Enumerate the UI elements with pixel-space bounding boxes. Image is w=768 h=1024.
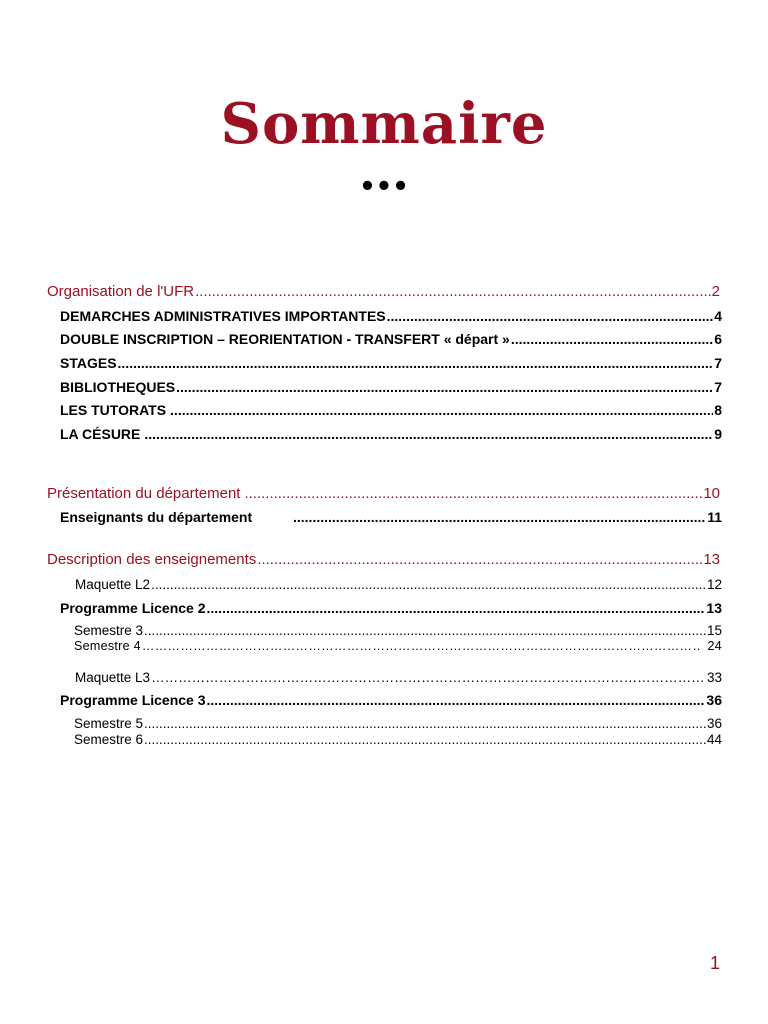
toc-entry-double-inscription[interactable]: [60, 331, 722, 351]
toc-entry-label: Semestre 5: [74, 716, 144, 731]
toc-entry-enseignants[interactable]: [60, 509, 722, 529]
toc-entry-page: 36: [706, 692, 722, 708]
toc-entry-page: 12: [706, 577, 722, 592]
toc-entry-page: 36: [706, 716, 722, 731]
toc-entry-page: 11: [707, 509, 722, 525]
toc-leader: [142, 639, 702, 653]
toc-entry-page: 10: [703, 485, 720, 502]
toc-leader: [151, 670, 706, 685]
toc-leader: [207, 600, 706, 616]
toc-entry-description[interactable]: [47, 551, 720, 571]
toc-entry-label: Semestre 4: [74, 639, 141, 653]
toc-entry-organisation[interactable]: [47, 283, 720, 303]
toc-entry-label: DOUBLE INSCRIPTION – REORIENTATION - TRANSFERT « départ »: [60, 331, 510, 347]
page-title: Sommaire: [220, 91, 548, 157]
toc-entry-page: 2: [711, 283, 720, 300]
toc-entry-label: Enseignants du département: [60, 509, 253, 525]
toc-leader: [144, 623, 706, 638]
toc-leader: [257, 551, 702, 568]
toc-leader: [144, 426, 713, 442]
toc-leader: [144, 732, 706, 747]
toc-entry-page: 24: [707, 639, 722, 653]
toc-entry-label: LES TUTORATS: [60, 402, 167, 418]
toc-entry-tutorats[interactable]: [60, 402, 722, 422]
toc-entry-page: 13: [706, 600, 722, 616]
toc-entry-page: 15: [706, 623, 722, 638]
toc-entry-label: Programme Licence 3: [60, 692, 206, 708]
toc-entry-page: 13: [703, 551, 720, 568]
toc-leader: [207, 692, 706, 708]
toc-leader: [244, 485, 702, 502]
toc-entry-page: 44: [706, 732, 722, 747]
title-ornament: •••: [359, 172, 409, 202]
toc-entry-semestre-6[interactable]: [74, 732, 722, 750]
toc-entry-page: 7: [714, 355, 722, 371]
toc-entry-programme-l3[interactable]: [60, 692, 722, 712]
toc-entry-label: Organisation de l'UFR: [47, 283, 195, 300]
toc-entry-label: Semestre 3: [74, 623, 144, 638]
toc-leader: [118, 355, 714, 371]
toc-entry-cesure[interactable]: [60, 426, 722, 446]
toc-leader: [170, 402, 713, 418]
toc-entry-label: BIBLIOTHEQUES: [60, 379, 176, 395]
toc-entry-label: Description des enseignements: [47, 551, 257, 568]
toc-entry-label: Programme Licence 2: [60, 600, 206, 616]
toc-entry-page: 9: [714, 426, 722, 442]
toc-entry-label: DEMARCHES ADMINISTRATIVES IMPORTANTES: [60, 308, 386, 324]
toc-entry-page: 4: [714, 308, 722, 324]
toc-leader: [151, 577, 706, 592]
toc-entry-semestre-4[interactable]: [74, 639, 722, 657]
toc-entry-page: 6: [714, 331, 722, 347]
page-number: 1: [709, 953, 720, 973]
toc-entry-bibliotheques[interactable]: [60, 379, 722, 399]
toc-entry-label: Maquette L3: [75, 670, 151, 685]
toc-leader: [144, 716, 706, 731]
toc-leader: [176, 379, 713, 395]
toc-entry-label: STAGES: [60, 355, 117, 371]
toc-entry-demarches[interactable]: [60, 308, 722, 328]
toc-entry-label: LA CÉSURE: [60, 426, 141, 442]
toc-entry-programme-l2[interactable]: [60, 600, 722, 620]
toc-leader: [195, 283, 711, 300]
toc-leader: [387, 308, 714, 324]
toc-leader: [511, 331, 713, 347]
toc-entry-label: Présentation du département: [47, 485, 241, 502]
toc-entry-maquette-l2[interactable]: [75, 577, 722, 595]
toc-entry-maquette-l3[interactable]: [75, 670, 722, 688]
toc-entry-label: Maquette L2: [75, 577, 151, 592]
toc-entry-page: 8: [714, 402, 722, 418]
toc-entry-stages[interactable]: [60, 355, 722, 375]
toc-leader: [293, 509, 706, 525]
toc-entry-presentation[interactable]: [47, 485, 720, 505]
toc-entry-page: 33: [706, 670, 722, 685]
toc-entry-label: Semestre 6: [74, 732, 144, 747]
toc-entry-page: 7: [714, 379, 722, 395]
